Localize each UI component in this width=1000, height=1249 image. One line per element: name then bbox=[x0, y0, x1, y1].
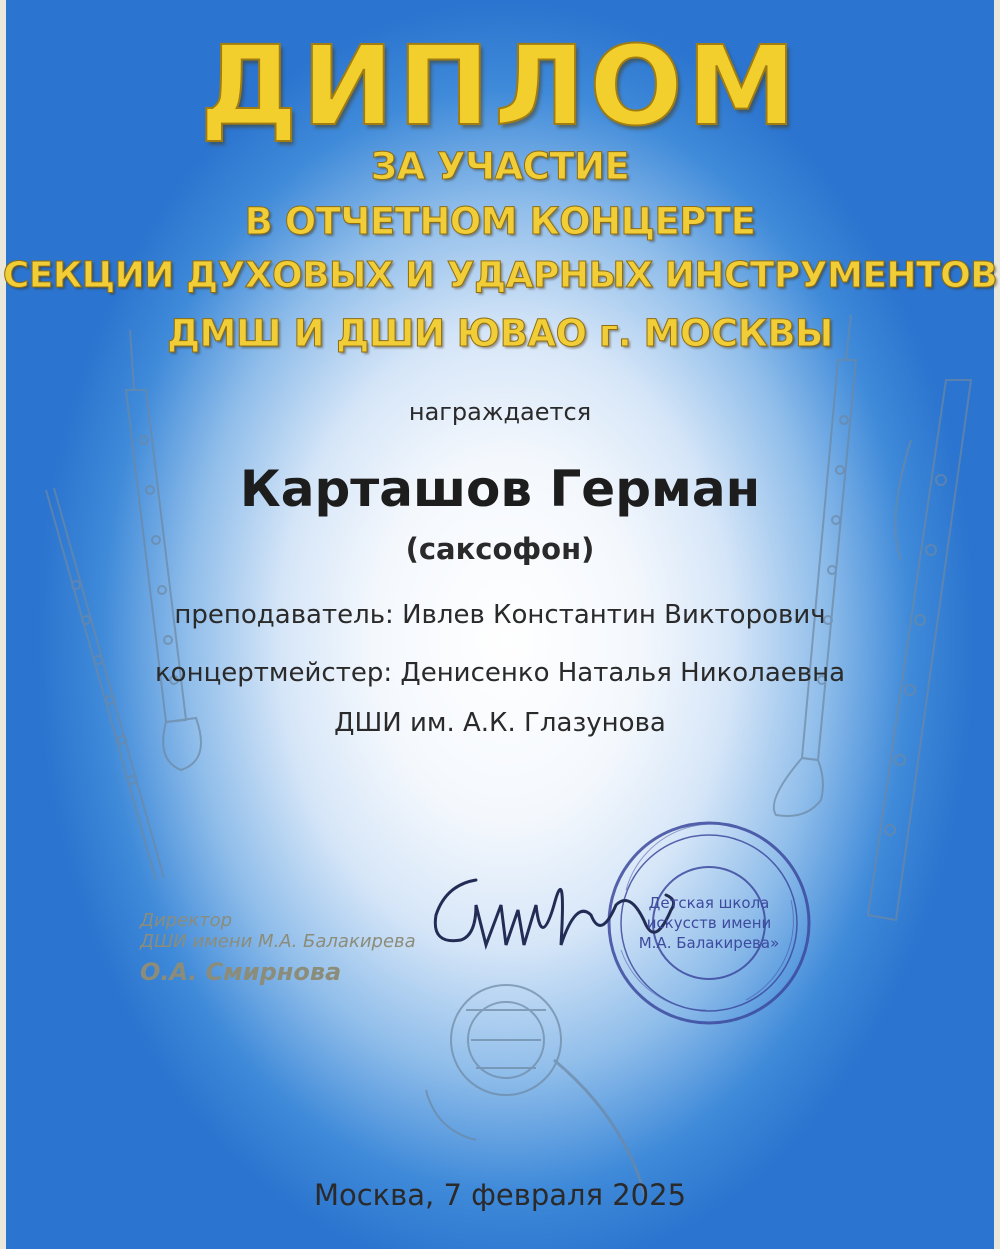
subtitle-line-1: ЗА УЧАСТИЕ bbox=[370, 145, 630, 188]
date-place: Москва, 7 февраля 2025 bbox=[313, 1178, 687, 1212]
stamp-line-3: М.А. Балакирева» bbox=[638, 934, 780, 952]
accompanist-line: концертмейстер: Денисенко Наталья Николаевна bbox=[154, 658, 846, 688]
director-name: О.А. Смирнова bbox=[140, 958, 342, 986]
diploma-title: ДИПЛОМ bbox=[199, 22, 801, 150]
subtitle-line-4: ДМШ И ДШИ ЮВАО г. МОСКВЫ bbox=[167, 312, 833, 355]
subtitle-line-2: В ОТЧЕТНОМ КОНЦЕРТЕ bbox=[244, 200, 756, 243]
director-title: Директор bbox=[140, 910, 233, 931]
stamp-text-layer bbox=[6, 0, 994, 1249]
school-line: ДШИ им. А.К. Глазунова bbox=[334, 708, 666, 738]
stamp-line-1: Детская школа bbox=[648, 894, 770, 912]
director-school: ДШИ имени М.А. Балакирева bbox=[140, 931, 416, 952]
subtitle-line-3: СЕКЦИИ ДУХОВЫХ И УДАРНЫХ ИНСТРУМЕНТОВ bbox=[2, 255, 998, 296]
recipient-instrument: (саксофон) bbox=[405, 532, 595, 566]
recipient-name: Карташов Герман bbox=[239, 460, 761, 518]
awarded-label: награждается bbox=[408, 398, 592, 426]
stamp-line-2: искусств имени bbox=[646, 914, 772, 932]
teacher-line: преподаватель: Ивлев Константин Викторович bbox=[174, 600, 826, 630]
